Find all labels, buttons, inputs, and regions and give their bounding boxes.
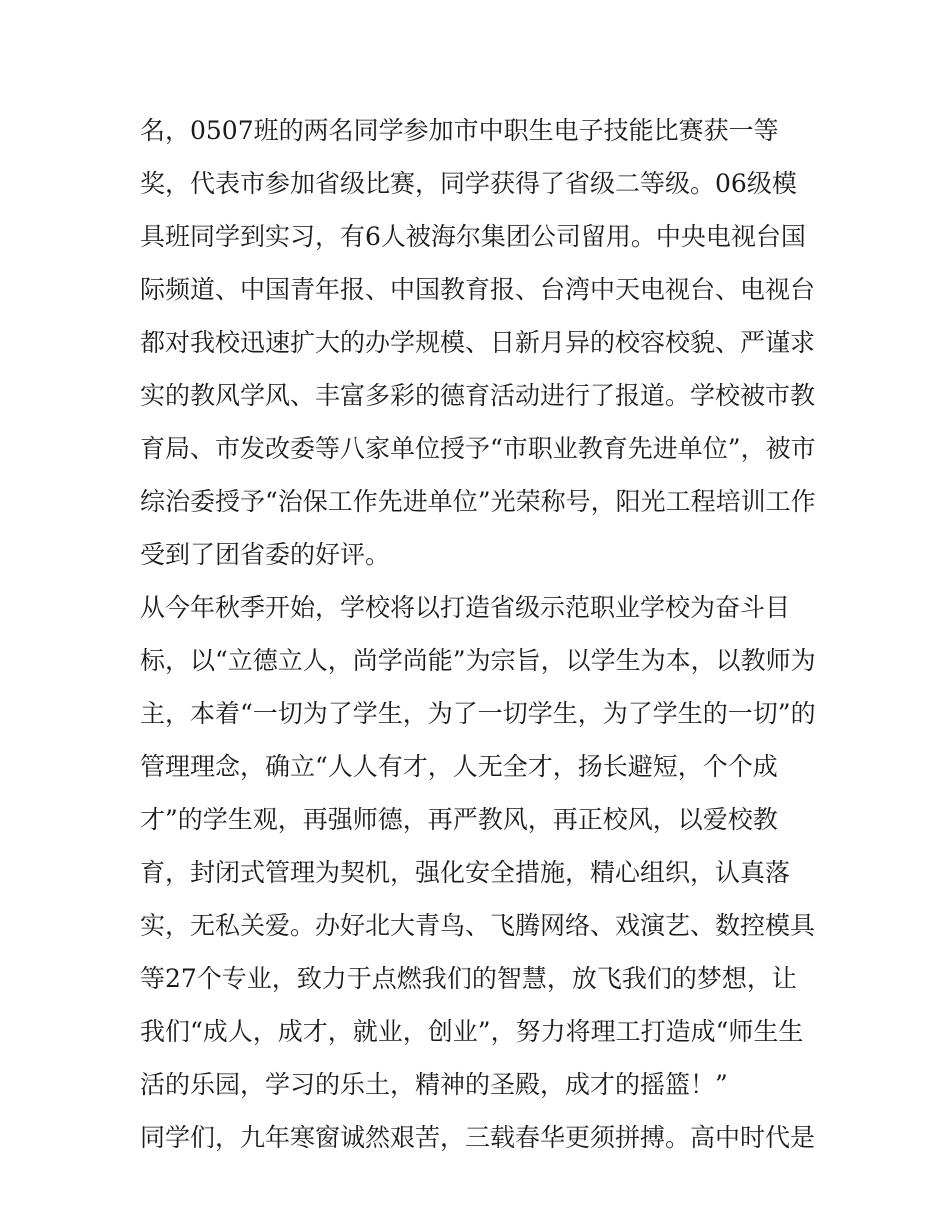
text-line: 实的教风学风、丰富多彩的德育活动进行了报道。学校被市教	[140, 381, 816, 410]
text-line: 我们“成人，成才，就业，创业”，努力将理工打造成“师生生	[140, 1017, 804, 1046]
text-line: 实，无私关爱。办好北大青鸟、飞腾网络、戏演艺、数控模具	[140, 911, 816, 940]
text-line: 奖，代表市参加省级比赛，同学获得了省级二等级。06级模	[140, 169, 797, 198]
text-line: 管理理念，确立“人人有才，人无全才，扬长避短，个个成	[140, 752, 778, 781]
text-line: 从今年秋季开始，学校将以打造省级示范职业学校为奋斗目	[140, 593, 791, 622]
text-line: 主，本着“一切为了学生，为了一切学生，为了学生的一切”的	[140, 699, 816, 728]
text-line: 育局、市发改委等八家单位授予“市职业教育先进单位”，被市	[140, 434, 816, 463]
text-line: 才”的学生观，再强师德，再严教风，再正校风，以爱校教	[140, 805, 778, 834]
text-line: 综治委授予“治保工作先进单位”光荣称号，阳光工程培训工作	[140, 487, 816, 516]
text-line: 际频道、中国青年报、中国教育报、台湾中天电视台、电视台	[140, 275, 816, 304]
text-line: 名，0507班的两名同学参加市中职生电子技能比赛获一等	[140, 116, 779, 145]
text-line: 活的乐园，学习的乐土，精神的圣殿，成才的摇篮！”	[140, 1070, 728, 1099]
text-line: 受到了团省委的好评。	[140, 540, 391, 569]
body-text	[140, 104, 820, 1164]
text-line: 同学们，九年寒窗诚然艰苦，三载春华更须拼搏。高中时代是	[140, 1123, 816, 1152]
text-line: 等27个专业，致力于点燃我们的智慧，放飞我们的梦想，让	[140, 964, 797, 993]
text-line: 标，以“立德立人，尚学尚能”为宗旨，以学生为本，以教师为	[140, 646, 816, 675]
text-line: 育，封闭式管理为契机，强化安全措施，精心组织，认真落	[140, 858, 791, 887]
text-line: 都对我校迅速扩大的办学规模、日新月异的校容校貌、严谨求	[140, 328, 816, 357]
text-line: 具班同学到实习，有6人被海尔集团公司留用。中央电视台国	[140, 222, 806, 251]
